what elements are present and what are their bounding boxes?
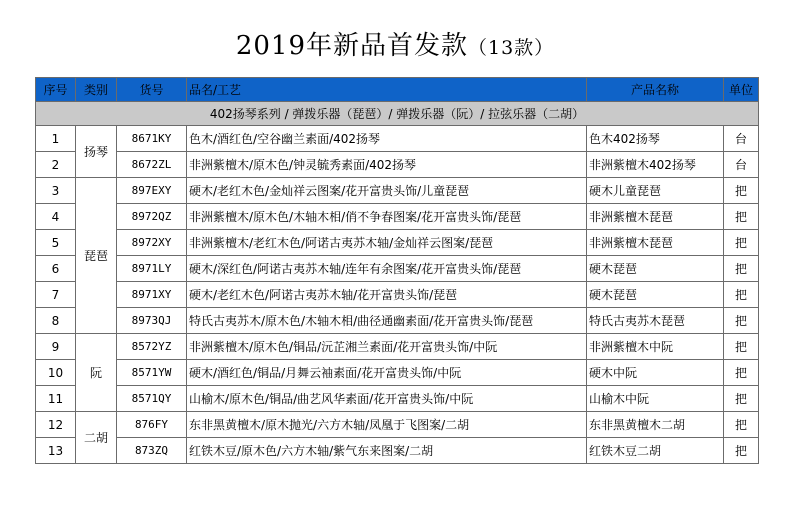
cell-seq: 8: [36, 308, 76, 334]
cell-sku: 8971XY: [117, 282, 187, 308]
cell-seq: 4: [36, 204, 76, 230]
cell-seq: 12: [36, 412, 76, 438]
table-row: [36, 230, 759, 256]
series-line: 402扬琴系列 / 弹拨乐器（琵琶）/ 弹拨乐器（阮）/ 拉弦乐器（二胡）: [36, 102, 759, 126]
cell-unit: 把: [724, 282, 759, 308]
cell-sku: 8972XY: [117, 230, 187, 256]
header-unit: 单位: [724, 78, 759, 102]
category-cell: 扬琴: [76, 126, 117, 178]
header-craft: 品名/工艺: [187, 78, 587, 102]
header-category: 类别: [76, 78, 117, 102]
cell-craft: 非洲紫檀木/原木色/铜品/沅芷湘兰素面/花开富贵头饰/中阮: [187, 334, 587, 360]
cell-unit: 把: [724, 334, 759, 360]
cell-unit: 台: [724, 126, 759, 152]
cell-craft: 非洲紫檀木/老红木色/阿诺古夷苏木轴/金灿祥云图案/琵琶: [187, 230, 587, 256]
category-cell: 阮: [76, 334, 117, 412]
product-table: [35, 77, 759, 464]
table-row: [36, 204, 759, 230]
cell-sku: 8571QY: [117, 386, 187, 412]
table-row: [36, 386, 759, 412]
cell-product: 东非黑黄檀木二胡: [587, 412, 724, 438]
cell-product: 硬木琵琶: [587, 282, 724, 308]
cell-unit: 把: [724, 308, 759, 334]
cell-unit: 台: [724, 152, 759, 178]
cell-sku: 8971LY: [117, 256, 187, 282]
cell-sku: 8571YW: [117, 360, 187, 386]
cell-product: 非洲紫檀木琵琶: [587, 230, 724, 256]
header-row: [36, 78, 759, 102]
cell-craft: 红铁木豆/原木色/六方木轴/紫气东来图案/二胡: [187, 438, 587, 464]
cell-sku: 876FY: [117, 412, 187, 438]
cell-craft: 硬木/老红木色/金灿祥云图案/花开富贵头饰/儿童琵琶: [187, 178, 587, 204]
cell-seq: 2: [36, 152, 76, 178]
header-product: 产品名称: [587, 78, 724, 102]
cell-unit: 把: [724, 204, 759, 230]
table-row: [36, 334, 759, 360]
cell-craft: 硬木/酒红色/铜品/月舞云袖素面/花开富贵头饰/中阮: [187, 360, 587, 386]
cell-sku: 897EXY: [117, 178, 187, 204]
table-row: [36, 438, 759, 464]
cell-sku: 8972QZ: [117, 204, 187, 230]
cell-product: 硬木中阮: [587, 360, 724, 386]
table-row: [36, 412, 759, 438]
category-cell: 二胡: [76, 412, 117, 464]
cell-unit: 把: [724, 256, 759, 282]
table-row: [36, 360, 759, 386]
cell-seq: 3: [36, 178, 76, 204]
cell-craft: 硬木/老红木色/阿诺古夷苏木轴/花开富贵头饰/琵琶: [187, 282, 587, 308]
cell-craft: 非洲紫檀木/原木色/木轴木相/俏不争春图案/花开富贵头饰/琵琶: [187, 204, 587, 230]
cell-unit: 把: [724, 230, 759, 256]
cell-sku: 8671KY: [117, 126, 187, 152]
title-count: （13款）: [467, 37, 555, 59]
cell-product: 非洲紫檀木中阮: [587, 334, 724, 360]
cell-sku: 8672ZL: [117, 152, 187, 178]
cell-sku: 8572YZ: [117, 334, 187, 360]
title-main: 2019年新品首发款: [235, 31, 468, 61]
cell-seq: 6: [36, 256, 76, 282]
cell-craft: 非洲紫檀木/原木色/钟灵毓秀素面/402扬琴: [187, 152, 587, 178]
cell-sku: 8973QJ: [117, 308, 187, 334]
cell-product: 山榆木中阮: [587, 386, 724, 412]
table-row: [36, 282, 759, 308]
category-cell: 琵琶: [76, 178, 117, 334]
cell-seq: 1: [36, 126, 76, 152]
cell-product: 色木402扬琴: [587, 126, 724, 152]
series-row: [36, 102, 759, 126]
cell-craft: 色木/酒红色/空谷幽兰素面/402扬琴: [187, 126, 587, 152]
cell-unit: 把: [724, 386, 759, 412]
cell-unit: 把: [724, 178, 759, 204]
header-sku: 货号: [117, 78, 187, 102]
table-row: [36, 126, 759, 152]
cell-seq: 9: [36, 334, 76, 360]
cell-seq: 7: [36, 282, 76, 308]
cell-seq: 5: [36, 230, 76, 256]
cell-craft: 特氏古夷苏木/原木色/木轴木相/曲径通幽素面/花开富贵头饰/琵琶: [187, 308, 587, 334]
cell-unit: 把: [724, 360, 759, 386]
cell-product: 红铁木豆二胡: [587, 438, 724, 464]
cell-craft: 山榆木/原木色/铜品/曲艺风华素面/花开富贵头饰/中阮: [187, 386, 587, 412]
cell-sku: 873ZQ: [117, 438, 187, 464]
cell-product: 非洲紫檀木402扬琴: [587, 152, 724, 178]
cell-product: 特氏古夷苏木琵琶: [587, 308, 724, 334]
cell-craft: 东非黑黄檀木/原木抛光/六方木轴/凤凰于飞图案/二胡: [187, 412, 587, 438]
cell-seq: 11: [36, 386, 76, 412]
table-row: [36, 152, 759, 178]
cell-seq: 13: [36, 438, 76, 464]
cell-unit: 把: [724, 438, 759, 464]
page-title: [0, 28, 790, 66]
cell-product: 硬木琵琶: [587, 256, 724, 282]
cell-product: 非洲紫檀木琵琶: [587, 204, 724, 230]
cell-seq: 10: [36, 360, 76, 386]
table-row: [36, 256, 759, 282]
cell-product: 硬木儿童琵琶: [587, 178, 724, 204]
header-seq: 序号: [36, 78, 76, 102]
table-row: [36, 178, 759, 204]
cell-unit: 把: [724, 412, 759, 438]
cell-craft: 硬木/深红色/阿诺古夷苏木轴/连年有余图案/花开富贵头饰/琵琶: [187, 256, 587, 282]
table-row: [36, 308, 759, 334]
